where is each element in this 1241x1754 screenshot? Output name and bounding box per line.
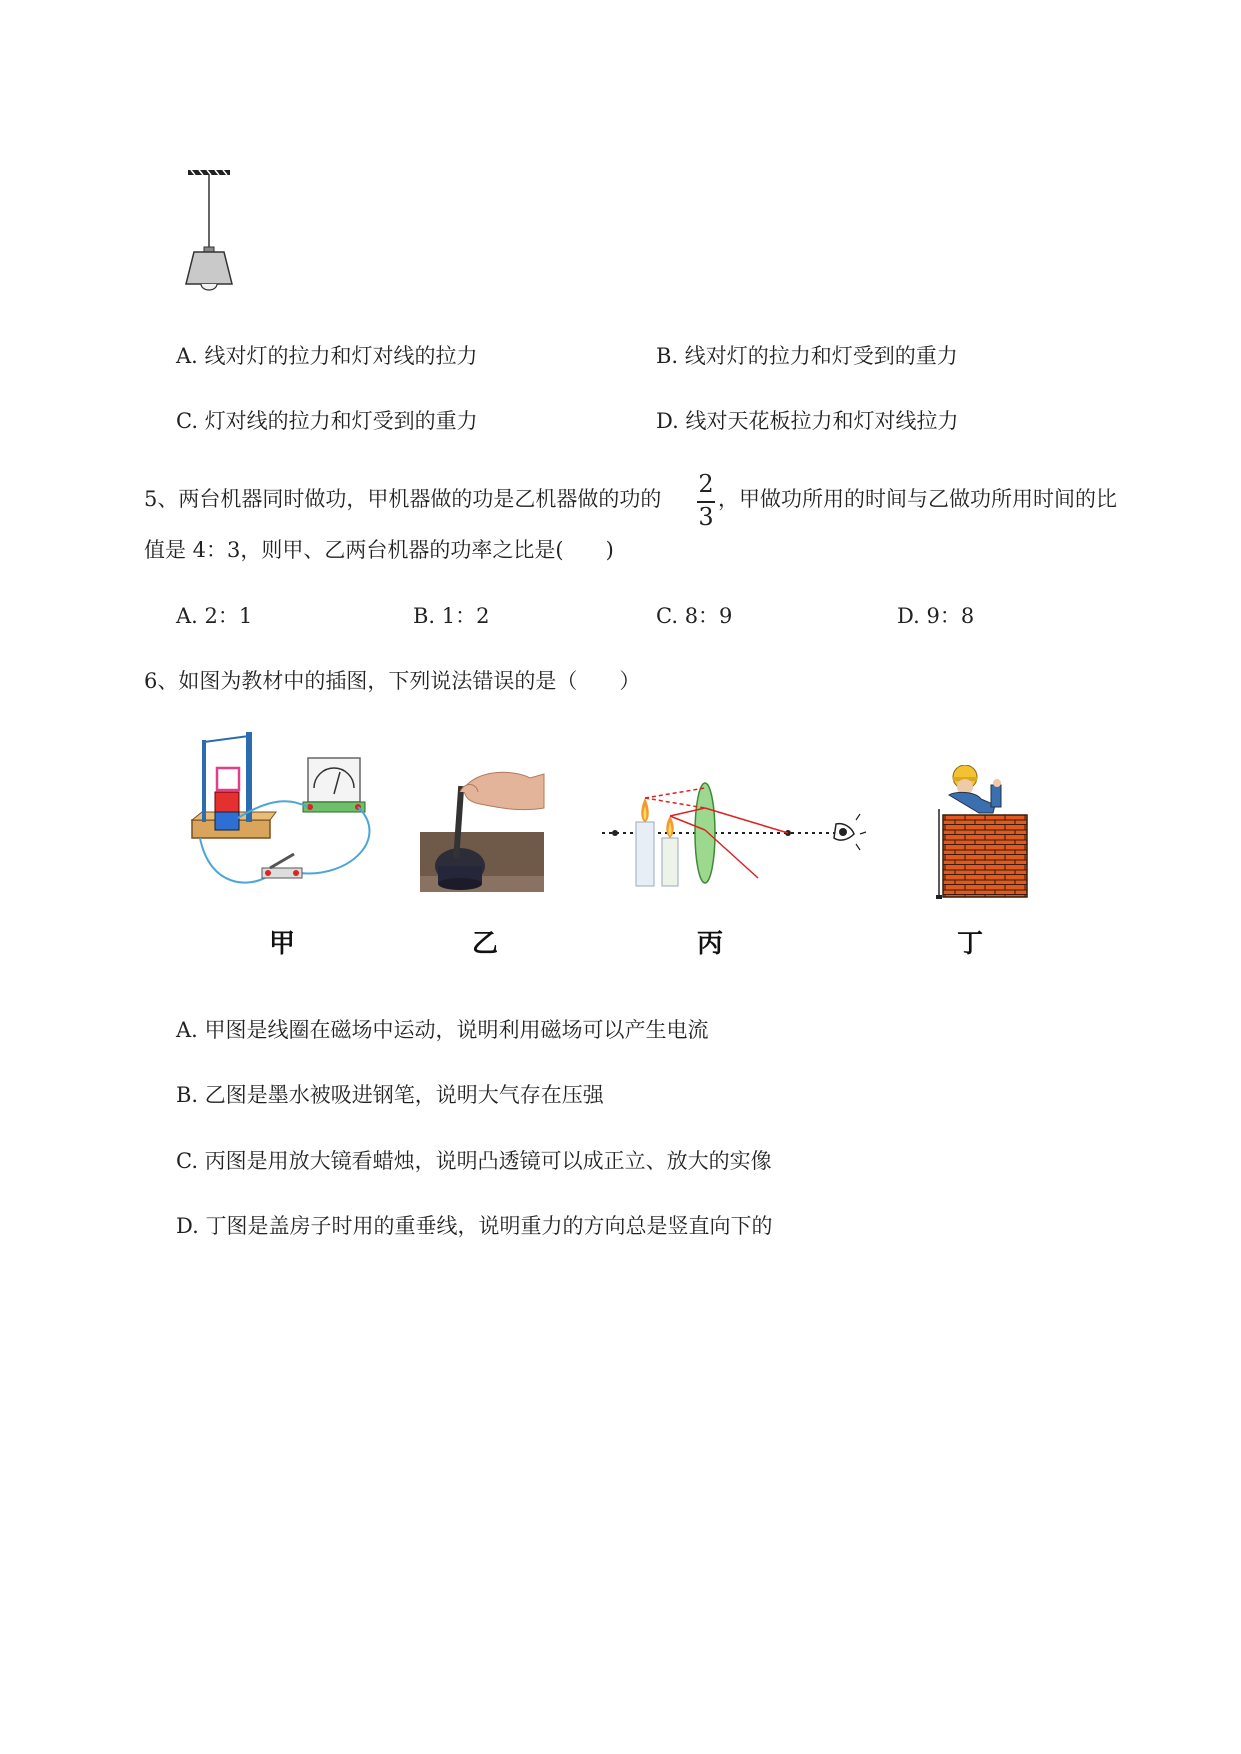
option-text: 9：8 [926, 604, 975, 628]
q4-option-d[interactable] [656, 408, 958, 434]
option-text: 线对天花板拉力和灯对线拉力 [685, 409, 959, 433]
option-text: 2：1 [204, 604, 253, 628]
q6-option-d[interactable] [176, 1213, 772, 1239]
q4-option-b[interactable] [656, 343, 958, 369]
option-letter: B. [176, 1083, 199, 1107]
q6-option-b[interactable] [176, 1082, 604, 1108]
option-text: 线对灯的拉力和灯对线的拉力 [204, 344, 478, 368]
option-text: 丁图是盖房子时用的重垂线，说明重力的方向总是竖直向下的 [205, 1214, 773, 1238]
option-letter: A. [176, 1018, 198, 1042]
option-letter: D. [656, 409, 679, 433]
option-letter: D. [897, 604, 920, 628]
figure-label-jia: 甲 [269, 929, 296, 959]
option-text: 乙图是墨水被吸进钢笔，说明大气存在压强 [204, 1083, 604, 1107]
hanging-lamp-figure [160, 160, 240, 300]
option-letter: C. [176, 409, 198, 433]
option-letter: D. [176, 1214, 199, 1238]
figure-bing-lens-candle [598, 778, 868, 898]
option-letter: B. [656, 344, 679, 368]
q5-stem-part2: ，甲做功所用的时间与乙做功所用时间的比 [718, 487, 1117, 511]
q5-fraction-numerator: 2 [698, 470, 714, 498]
q4-option-a[interactable] [176, 343, 478, 369]
option-letter: C. [656, 604, 678, 628]
option-text: 灯对线的拉力和灯受到的重力 [204, 409, 478, 433]
q6-stem: 6、如图为教材中的插图，下列说法错误的是（ ） [144, 669, 641, 693]
option-text: 1：2 [441, 604, 490, 628]
option-text: 8：9 [684, 604, 733, 628]
q6-option-c[interactable] [176, 1148, 772, 1174]
figure-label-ding: 丁 [957, 929, 984, 959]
q5-option-a[interactable] [176, 603, 252, 629]
option-letter: A. [176, 344, 198, 368]
q6-option-a[interactable] [176, 1017, 709, 1043]
q5-option-b[interactable] [413, 603, 490, 629]
figure-yi-ink-pen [420, 768, 550, 908]
q4-option-c[interactable] [176, 408, 478, 434]
option-text: 丙图是用放大镜看蜡烛，说明凸透镜可以成正立、放大的实像 [204, 1149, 772, 1173]
q5-option-c[interactable] [656, 603, 732, 629]
option-letter: A. [176, 604, 198, 628]
option-letter: C. [176, 1149, 198, 1173]
q5-option-d[interactable] [897, 603, 974, 629]
option-text: 甲图是线圈在磁场中运动，说明利用磁场可以产生电流 [204, 1018, 709, 1042]
figure-label-yi: 乙 [472, 929, 499, 959]
q5-stem-part1: 5、两台机器同时做功，甲机器做的功是乙机器做的功的 [144, 487, 662, 511]
q5-stem-line2: 值是 4：3，则甲、乙两台机器的功率之比是( ) [144, 538, 614, 562]
option-text: 线对灯的拉力和灯受到的重力 [684, 344, 958, 368]
figure-jia-coil-galvanometer [190, 728, 380, 898]
option-letter: B. [413, 604, 436, 628]
figure-ding-plumb-line [935, 765, 1035, 900]
q5-fraction-denominator: 3 [698, 503, 714, 531]
figure-label-bing: 丙 [697, 929, 724, 959]
